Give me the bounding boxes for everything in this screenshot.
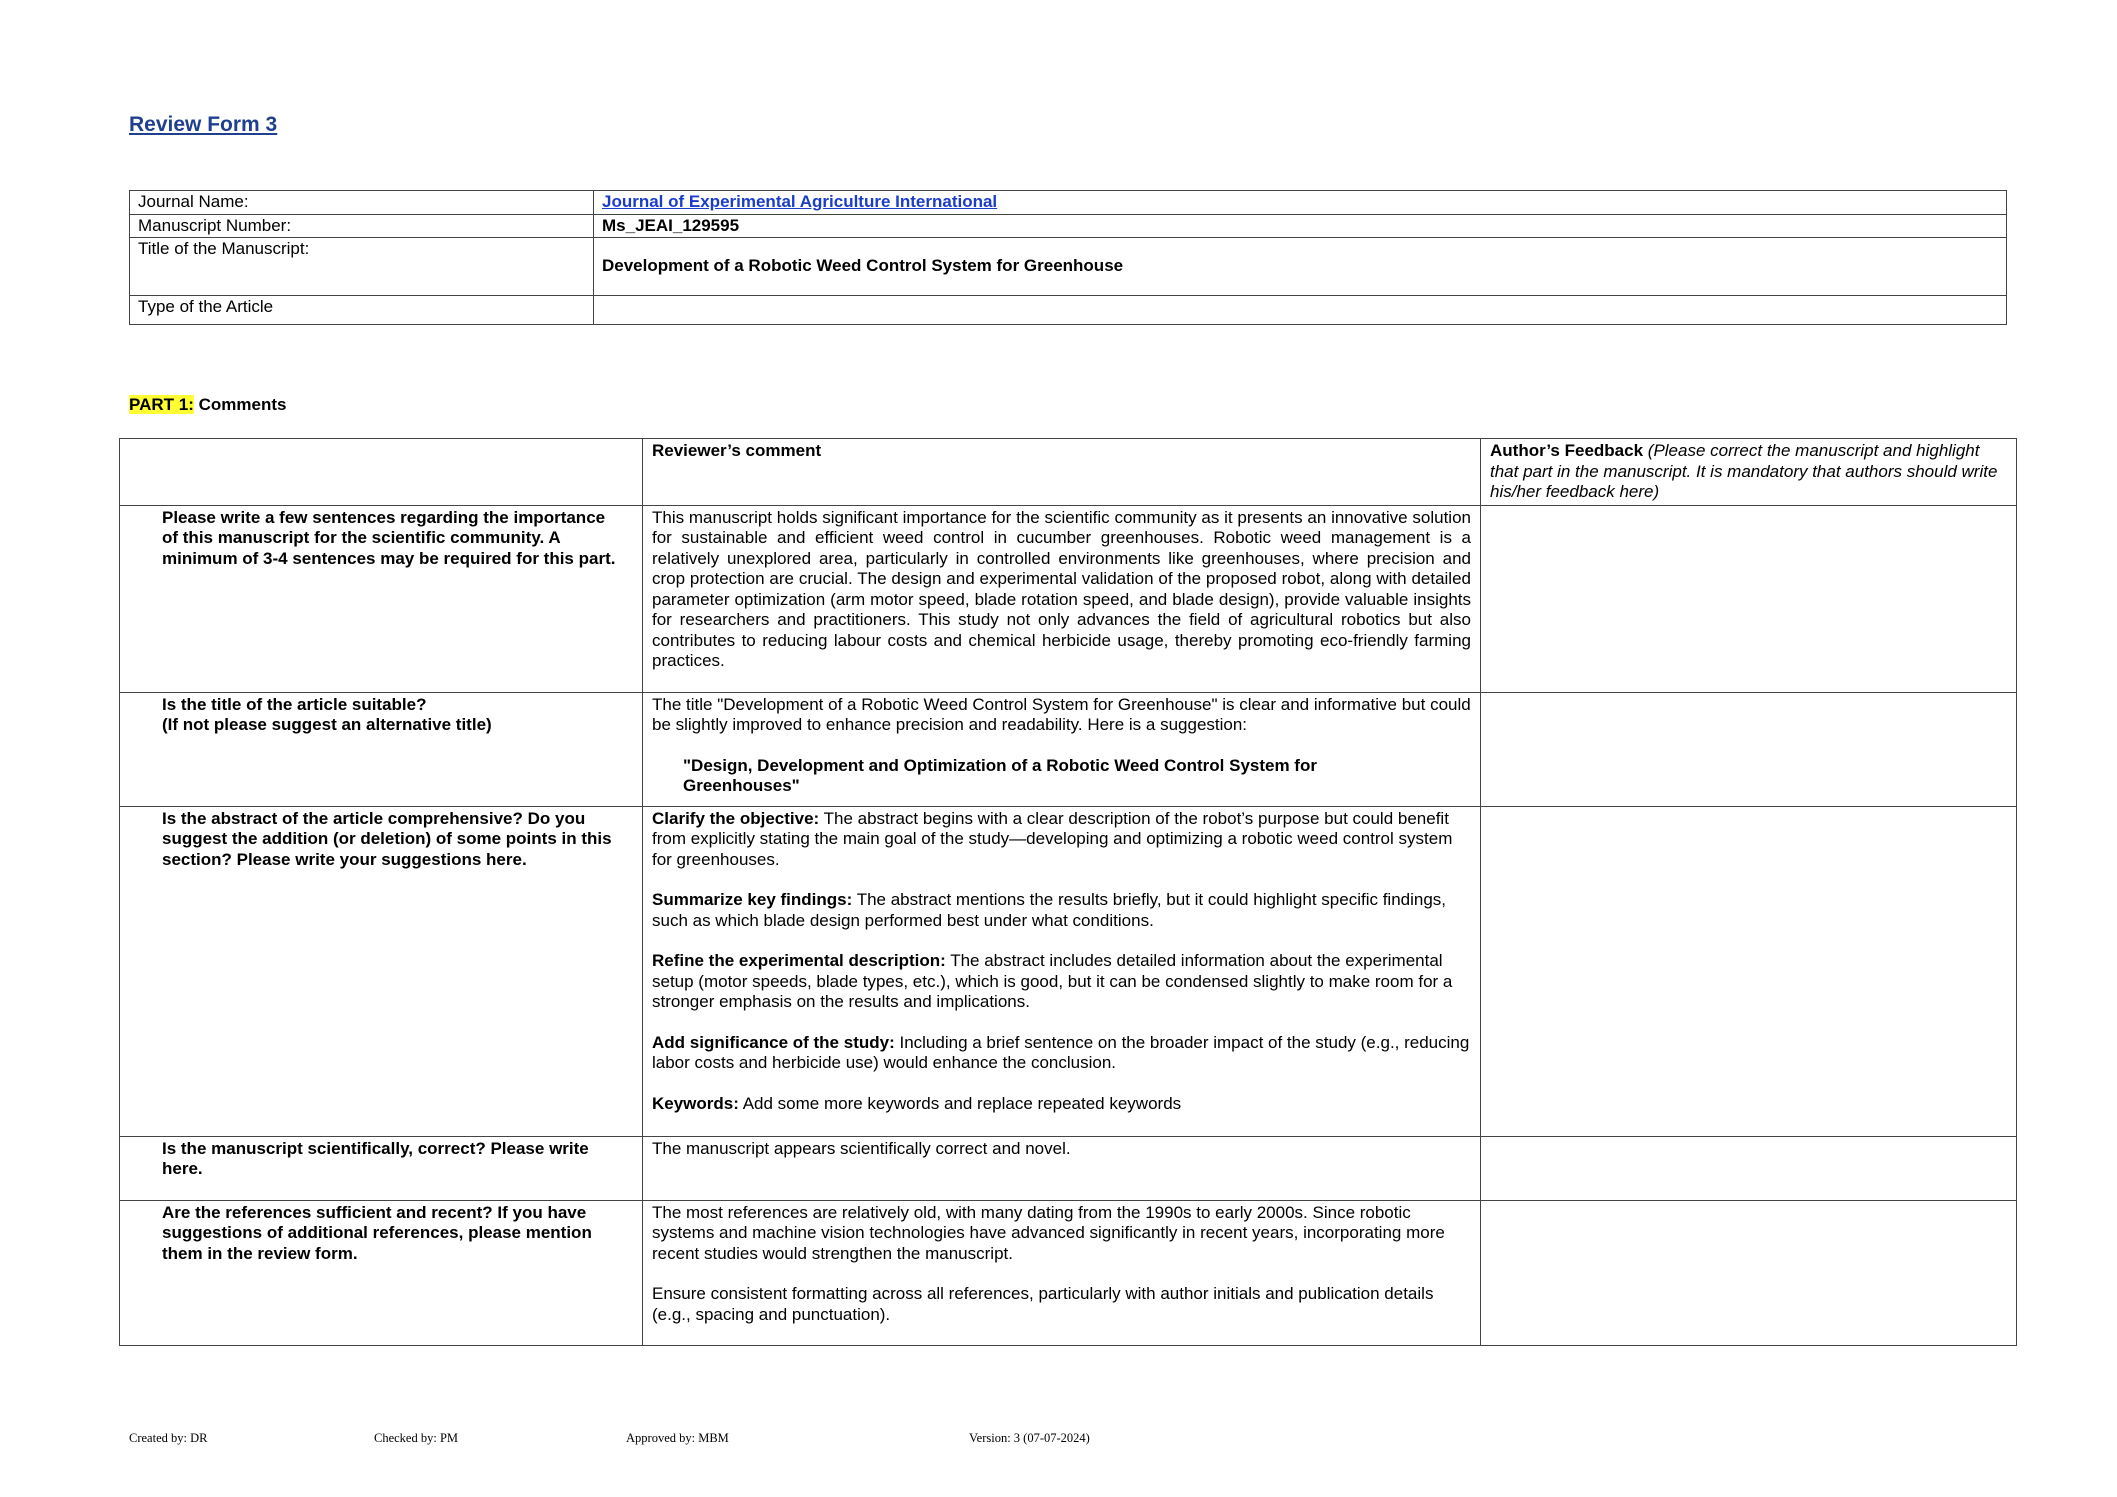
table-row	[120, 806, 2017, 1136]
table-row	[120, 692, 2017, 806]
journal-label: Journal Name:	[130, 191, 594, 215]
part1-heading	[129, 395, 286, 415]
table-row	[120, 1136, 2017, 1200]
journal-value	[594, 191, 2007, 215]
question-references: Are the references sufficient and recent? If you have suggestions of additional references, please mention them in the review form.	[120, 1200, 643, 1345]
page-title: Review Form 3	[129, 113, 278, 136]
manuscript-title-label: Title of the Manuscript:	[130, 238, 594, 296]
comments-table	[119, 438, 2017, 1346]
reviewer-comment: This manuscript holds significant importance for the scientific community as it presents an innovative solution for sustainable and efficient weed control in cucumber greenhouses. Robotic weed management is a relatively unexplored area, particularly in controlled environments like greenhouses, where precision and crop protection are crucial. The design and experimental validation of the proposed robot, along with detailed parameter optimization (arm motor speed, blade rotation speed, and blade design), provide valuable insights for researchers and practitioners. This study not only advances the field of agricultural robotics but also contributes to reducing labour costs and chemical herbicide usage, thereby promoting eco-friendly farming practices.	[643, 505, 1481, 692]
footer-checked-by: Checked by: PM	[374, 1431, 459, 1445]
header-reviewer: Reviewer’s comment	[643, 439, 1481, 506]
question-importance: Please write a few sentences regarding the importance of this manuscript for the scientific community. A minimum of 3-4 sentences may be required for this part.	[120, 505, 643, 692]
reviewer-comment	[643, 806, 1481, 1136]
abstract-point: Refine the experimental description: The abstract includes detailed information about the experimental setup (motor speeds, blade types, etc.), which is good, but it can be condensed slightly to make room for a stronger emphasis on the results and implications.	[652, 951, 1453, 1011]
part1-label: PART 1:	[129, 395, 194, 414]
manuscript-title-row	[130, 238, 2007, 296]
table-row	[120, 505, 2017, 692]
abstract-point: Add significance of the study: Including a brief sentence on the broader impact of the study (e.g., reducing labor costs and herbicide use) would enhance the conclusion.	[652, 1032, 1470, 1072]
table-row	[120, 1200, 2017, 1345]
manuscript-number-label: Manuscript Number:	[130, 214, 594, 238]
question-abstract: Is the abstract of the article comprehensive? Do you suggest the addition (or deletion) of some points in this section? Please write your suggestions here.	[120, 806, 643, 1136]
journal-row	[130, 191, 2007, 215]
author-feedback-cell[interactable]	[1481, 1200, 2017, 1345]
abstract-point: Keywords: Add some more keywords and replace repeated keywords	[652, 1093, 1182, 1113]
journal-link[interactable]: Journal of Experimental Agriculture International	[602, 192, 998, 211]
title-comment-text: The title "Development of a Robotic Weed Control System for Greenhouse" is clear and informative but could be slightly improved to enhance precision and readability. Here is a suggestion:	[652, 694, 1471, 734]
footer-version: Version: 3 (07-07-2024)	[969, 1431, 1090, 1445]
abstract-point: Clarify the objective: The abstract begins with a clear description of the robot’s purpose but could benefit from explicitly stating the main goal of the study—developing and optimizing a robotic weed control system for greenhouses.	[652, 808, 1453, 869]
header-author-feedback	[1481, 439, 2017, 506]
reviewer-comment: The manuscript appears scientifically correct and novel.	[643, 1136, 1481, 1200]
footer-created-by: Created by: DR	[129, 1431, 208, 1445]
part1-title: Comments	[198, 395, 287, 414]
references-paragraph: The most references are relatively old, with many dating from the 1990s to early 2000s. Since robotic systems and machine vision technologies have advanced significantly in recent years, incorporating more recent studies would strengthen the manuscript.	[652, 1202, 1445, 1263]
comments-header-row	[120, 439, 2017, 506]
manuscript-number-row	[130, 214, 2007, 238]
abstract-point: Summarize key findings: The abstract mentions the results briefly, but it could highlight specific findings, such as which blade design performed best under what conditions.	[652, 890, 1447, 930]
author-feedback-title: Author’s Feedback	[1490, 441, 1644, 460]
header-question-cell	[120, 439, 643, 506]
author-feedback-instructions: (Please correct the manuscript and highlight that part in the manuscript. It is mandatory that authors should write his/her feedback here)	[1490, 441, 1998, 501]
manuscript-title-value: Development of a Robotic Weed Control System for Greenhouse	[594, 238, 2007, 296]
reviewer-comment	[643, 1200, 1481, 1345]
suggested-title: "Design, Development and Optimization of a Robotic Weed Control System for Greenhouses"	[683, 755, 1317, 795]
article-type-value	[594, 296, 2007, 325]
article-type-label: Type of the Article	[130, 296, 594, 325]
footer-approved-by: Approved by: MBM	[626, 1431, 729, 1445]
reviewer-comment	[643, 692, 1481, 806]
author-feedback-cell[interactable]	[1481, 505, 2017, 692]
question-scientific: Is the manuscript scientifically, correct? Please write here.	[120, 1136, 643, 1200]
question-title: Is the title of the article suitable? (If not please suggest an alternative title)	[120, 692, 643, 806]
manuscript-number-value: Ms_JEAI_129595	[594, 214, 2007, 238]
author-feedback-cell[interactable]	[1481, 1136, 2017, 1200]
author-feedback-cell[interactable]	[1481, 806, 2017, 1136]
references-paragraph: Ensure consistent formatting across all references, particularly with author initials and publication details (e.g., spacing and punctuation).	[652, 1284, 1434, 1324]
manuscript-info-table	[129, 190, 2007, 325]
article-type-row	[130, 296, 2007, 325]
author-feedback-cell[interactable]	[1481, 692, 2017, 806]
